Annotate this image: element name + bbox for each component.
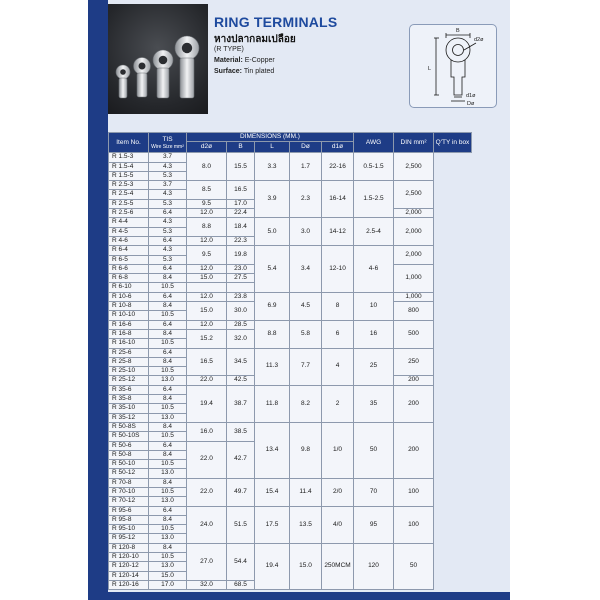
d2-cell: 8.4 xyxy=(149,422,187,431)
dd-cell: 3.3 xyxy=(255,153,290,181)
b-cell: 15.0 xyxy=(187,302,227,321)
awg-cell: 250MCM xyxy=(322,543,354,589)
d2-cell: 6.4 xyxy=(149,264,187,273)
thai-title: หางปลากลมเปลือย xyxy=(214,34,296,45)
d1-cell: 9.8 xyxy=(290,422,322,478)
qty-cell: 1,000 xyxy=(394,292,434,301)
qty-cell: 2,000 xyxy=(394,209,434,218)
col-tis xyxy=(149,133,187,153)
b-cell: 8.5 xyxy=(187,181,227,200)
col-tis-sub: Wire Size mm² xyxy=(151,143,184,150)
item-no-cell: R 50-10S xyxy=(109,432,149,441)
l-cell: 23.8 xyxy=(227,292,255,301)
d2-cell: 4.3 xyxy=(149,190,187,199)
l-cell: 42.7 xyxy=(227,441,255,478)
col-d2: d2ø xyxy=(187,142,227,153)
l-cell: 22.3 xyxy=(227,236,255,245)
item-no-cell: R 120-12 xyxy=(109,562,149,571)
b-cell: 8.8 xyxy=(187,218,227,237)
item-no-cell: R 50-8 xyxy=(109,450,149,459)
l-cell xyxy=(227,283,255,292)
awg-cell: 4/0 xyxy=(322,506,354,543)
l-cell: 68.5 xyxy=(227,580,255,589)
item-no-cell: R 120-8 xyxy=(109,543,149,552)
d1-cell: 2.3 xyxy=(290,181,322,218)
table-row xyxy=(109,218,472,227)
d2-cell: 6.4 xyxy=(149,506,187,515)
awg-cell: 2/0 xyxy=(322,478,354,506)
item-no-cell: R 50-8S xyxy=(109,422,149,431)
l-cell: 30.0 xyxy=(227,302,255,321)
b-cell: 16.5 xyxy=(187,348,227,376)
item-no-cell: R 25-12 xyxy=(109,376,149,385)
surface-label: Surface: xyxy=(214,68,243,75)
awg-cell: 8 xyxy=(322,292,354,320)
d2-cell: 10.5 xyxy=(149,404,187,413)
item-no-cell: R 95-6 xyxy=(109,506,149,515)
item-no-cell: R 2.5-4 xyxy=(109,190,149,199)
d2-cell: 8.4 xyxy=(149,450,187,459)
item-no-cell: R 6-6 xyxy=(109,264,149,273)
awg-cell: 4 xyxy=(322,348,354,385)
item-no-cell: R 35-10 xyxy=(109,404,149,413)
diagram-label-dd: Dø xyxy=(467,101,475,107)
qty-cell: 2,500 xyxy=(394,181,434,209)
d2-cell: 8.4 xyxy=(149,357,187,366)
item-no-cell: R 10-10 xyxy=(109,311,149,320)
din-cell: 1.5-2.5 xyxy=(354,181,394,218)
l-cell: 42.5 xyxy=(227,376,255,385)
d2-cell: 17.0 xyxy=(149,580,187,589)
d2-cell: 4.3 xyxy=(149,218,187,227)
surface-value: Tin plated xyxy=(243,68,275,75)
d2-cell: 13.0 xyxy=(149,534,187,543)
qty-cell: 2,000 xyxy=(394,246,434,265)
col-l: L xyxy=(255,142,290,153)
item-no-cell: R 25-10 xyxy=(109,367,149,376)
table-row xyxy=(109,181,472,190)
l-cell: 51.5 xyxy=(227,506,255,543)
l-cell: 54.4 xyxy=(227,543,255,580)
item-no-cell: R 35-8 xyxy=(109,395,149,404)
item-no-cell: R 50-10 xyxy=(109,460,149,469)
d2-cell: 10.5 xyxy=(149,487,187,496)
d2-cell: 8.4 xyxy=(149,478,187,487)
b-cell: 12.0 xyxy=(187,236,227,245)
d2-cell: 6.4 xyxy=(149,209,187,218)
material-value: E-Copper xyxy=(244,57,275,64)
dd-cell: 17.5 xyxy=(255,506,290,543)
awg-cell: 14-12 xyxy=(322,218,354,246)
col-d1: d1ø xyxy=(322,142,354,153)
d2-cell: 5.3 xyxy=(149,199,187,208)
awg-cell: 1/0 xyxy=(322,422,354,478)
qty-cell: 100 xyxy=(394,506,434,543)
item-no-cell: R 16-10 xyxy=(109,339,149,348)
d2-cell: 13.0 xyxy=(149,497,187,506)
b-cell: 12.0 xyxy=(187,320,227,329)
item-no-cell: R 120-14 xyxy=(109,571,149,580)
item-no-cell: R 2.5-5 xyxy=(109,199,149,208)
d1-cell: 7.7 xyxy=(290,348,322,385)
item-no-cell: R 1.5-4 xyxy=(109,162,149,171)
qty-cell: 50 xyxy=(394,543,434,589)
b-cell: 15.0 xyxy=(187,274,227,283)
d2-cell: 10.5 xyxy=(149,460,187,469)
col-b: B xyxy=(227,142,255,153)
qty-cell: 500 xyxy=(394,320,434,348)
d2-cell: 10.5 xyxy=(149,432,187,441)
d1-cell: 5.8 xyxy=(290,320,322,348)
diagram-label-d1: d1ø xyxy=(466,93,476,99)
d2-cell: 10.5 xyxy=(149,367,187,376)
d2-cell: 6.4 xyxy=(149,292,187,301)
din-cell: 50 xyxy=(354,422,394,478)
dd-cell: 6.9 xyxy=(255,292,290,320)
item-no-cell: R 2.5-3 xyxy=(109,181,149,190)
col-awg: AWG xyxy=(354,133,394,153)
d2-cell: 3.7 xyxy=(149,153,187,162)
l-cell: 16.5 xyxy=(227,181,255,200)
d2-cell: 6.4 xyxy=(149,441,187,450)
surface-line xyxy=(214,68,274,75)
qty-cell: 1,000 xyxy=(394,264,434,292)
qty-cell: 100 xyxy=(394,478,434,506)
d2-cell: 4.3 xyxy=(149,246,187,255)
awg-cell: 16-14 xyxy=(322,181,354,218)
col-din: DIN mm² xyxy=(394,133,434,153)
d2-cell: 13.0 xyxy=(149,376,187,385)
dd-cell: 5.0 xyxy=(255,218,290,246)
col-qty: Q'TY in box xyxy=(434,133,472,153)
l-cell: 49.7 xyxy=(227,478,255,506)
item-no-cell: R 6-10 xyxy=(109,283,149,292)
col-dimensions: DIMENSIONS (MM.) xyxy=(187,133,354,142)
item-no-cell: R 25-6 xyxy=(109,348,149,357)
d2-cell: 5.3 xyxy=(149,171,187,180)
b-cell: 22.0 xyxy=(187,376,227,385)
item-no-cell: R 2.5-6 xyxy=(109,209,149,218)
d1-cell: 3.4 xyxy=(290,246,322,292)
awg-cell: 6 xyxy=(322,320,354,348)
d2-cell: 8.4 xyxy=(149,515,187,524)
din-cell: 25 xyxy=(354,348,394,385)
item-no-cell: R 16-6 xyxy=(109,320,149,329)
d2-cell: 6.4 xyxy=(149,348,187,357)
d2-cell: 10.5 xyxy=(149,311,187,320)
product-photo xyxy=(108,4,208,114)
table-row xyxy=(109,385,472,394)
table-row xyxy=(109,348,472,357)
d2-cell: 8.4 xyxy=(149,274,187,283)
item-no-cell: R 95-8 xyxy=(109,515,149,524)
b-cell: 9.5 xyxy=(187,199,227,208)
l-cell: 28.5 xyxy=(227,320,255,329)
table-row xyxy=(109,292,472,301)
item-no-cell: R 95-10 xyxy=(109,525,149,534)
d2-cell: 8.4 xyxy=(149,302,187,311)
awg-cell: 12-10 xyxy=(322,246,354,292)
type-label: (R TYPE) xyxy=(214,46,244,53)
d2-cell: 6.4 xyxy=(149,385,187,394)
l-cell: 27.5 xyxy=(227,274,255,283)
item-no-cell: R 10-8 xyxy=(109,302,149,311)
material-label: Material: xyxy=(214,57,243,64)
page-footer-band xyxy=(88,592,510,600)
table-row xyxy=(109,320,472,329)
b-cell: 9.5 xyxy=(187,246,227,265)
table-row xyxy=(109,543,472,552)
item-no-cell: R 35-12 xyxy=(109,413,149,422)
item-no-cell: R 95-12 xyxy=(109,534,149,543)
item-no-cell: R 6-4 xyxy=(109,246,149,255)
l-cell: 17.0 xyxy=(227,199,255,208)
item-no-cell: R 50-12 xyxy=(109,469,149,478)
dd-cell: 13.4 xyxy=(255,422,290,478)
awg-cell: 2 xyxy=(322,385,354,422)
d2-cell: 13.0 xyxy=(149,413,187,422)
table-row xyxy=(109,422,472,431)
diagram-label-l: L xyxy=(428,66,432,72)
d2-cell: 10.5 xyxy=(149,283,187,292)
b-cell: 27.0 xyxy=(187,543,227,580)
d2-cell: 10.5 xyxy=(149,553,187,562)
din-cell: 16 xyxy=(354,320,394,348)
item-no-cell: R 120-16 xyxy=(109,580,149,589)
item-no-cell: R 1.5-5 xyxy=(109,171,149,180)
din-cell: 35 xyxy=(354,385,394,422)
material-line xyxy=(214,57,275,64)
d2-cell: 13.0 xyxy=(149,562,187,571)
b-cell: 8.0 xyxy=(187,153,227,181)
item-no-cell: R 10-6 xyxy=(109,292,149,301)
item-no-cell: R 25-8 xyxy=(109,357,149,366)
b-cell xyxy=(187,283,227,292)
din-cell: 4-6 xyxy=(354,246,394,292)
d1-cell: 13.5 xyxy=(290,506,322,543)
b-cell: 22.0 xyxy=(187,478,227,506)
dd-cell: 15.4 xyxy=(255,478,290,506)
din-cell: 120 xyxy=(354,543,394,589)
page-title: RING TERMINALS xyxy=(214,14,338,30)
item-no-cell: R 4-4 xyxy=(109,218,149,227)
d2-cell: 10.5 xyxy=(149,525,187,534)
qty-cell: 200 xyxy=(394,376,434,385)
d2-cell: 15.0 xyxy=(149,571,187,580)
table-row xyxy=(109,153,472,162)
d1-cell: 8.2 xyxy=(290,385,322,422)
col-dd: Dø xyxy=(290,142,322,153)
item-no-cell: R 1.5-3 xyxy=(109,153,149,162)
b-cell: 15.2 xyxy=(187,329,227,348)
d2-cell: 8.4 xyxy=(149,543,187,552)
qty-cell: 200 xyxy=(394,422,434,478)
dd-cell: 19.4 xyxy=(255,543,290,589)
d2-cell: 4.3 xyxy=(149,162,187,171)
qty-cell: 2,500 xyxy=(394,153,434,181)
table-row xyxy=(109,506,472,515)
b-cell: 12.0 xyxy=(187,209,227,218)
b-cell: 22.0 xyxy=(187,441,227,478)
l-cell: 19.8 xyxy=(227,246,255,265)
l-cell: 18.4 xyxy=(227,218,255,237)
d2-cell: 6.4 xyxy=(149,236,187,245)
b-cell: 32.0 xyxy=(187,580,227,589)
d1-cell: 3.0 xyxy=(290,218,322,246)
item-no-cell: R 70-8 xyxy=(109,478,149,487)
diagram-label-d2: d2ø xyxy=(474,37,484,43)
l-cell: 32.0 xyxy=(227,329,255,348)
item-no-cell: R 4-5 xyxy=(109,227,149,236)
d1-cell: 15.0 xyxy=(290,543,322,589)
l-cell: 22.4 xyxy=(227,209,255,218)
terminal-diagram xyxy=(409,24,497,108)
item-no-cell: R 6-5 xyxy=(109,255,149,264)
d2-cell: 13.0 xyxy=(149,469,187,478)
col-item-no: Item No. xyxy=(109,133,149,153)
item-no-cell: R 50-6 xyxy=(109,441,149,450)
b-cell: 24.0 xyxy=(187,506,227,543)
dd-cell: 5.4 xyxy=(255,246,290,292)
diagram-label-b: B xyxy=(456,28,460,34)
din-cell: 2.5-4 xyxy=(354,218,394,246)
awg-cell: 22-16 xyxy=(322,153,354,181)
table-row xyxy=(109,246,472,255)
d2-cell: 10.5 xyxy=(149,339,187,348)
spec-table xyxy=(108,132,472,590)
l-cell: 23.0 xyxy=(227,264,255,273)
l-cell: 34.5 xyxy=(227,348,255,376)
qty-cell: 250 xyxy=(394,348,434,376)
item-no-cell: R 70-12 xyxy=(109,497,149,506)
table-row xyxy=(109,478,472,487)
d2-cell: 6.4 xyxy=(149,320,187,329)
d2-cell: 8.4 xyxy=(149,329,187,338)
item-no-cell: R 70-10 xyxy=(109,487,149,496)
item-no-cell: R 4-6 xyxy=(109,236,149,245)
dd-cell: 8.8 xyxy=(255,320,290,348)
d1-cell: 4.5 xyxy=(290,292,322,320)
b-cell: 12.0 xyxy=(187,292,227,301)
dd-cell: 11.3 xyxy=(255,348,290,385)
l-cell: 38.7 xyxy=(227,385,255,422)
l-cell: 15.5 xyxy=(227,153,255,181)
qty-cell: 800 xyxy=(394,302,434,321)
d2-cell: 3.7 xyxy=(149,181,187,190)
item-no-cell: R 120-10 xyxy=(109,553,149,562)
item-no-cell: R 6-8 xyxy=(109,274,149,283)
spec-table-body xyxy=(109,153,472,590)
din-cell: 95 xyxy=(354,506,394,543)
dd-cell: 11.8 xyxy=(255,385,290,422)
item-no-cell: R 16-8 xyxy=(109,329,149,338)
d2-cell: 5.3 xyxy=(149,255,187,264)
b-cell: 12.0 xyxy=(187,264,227,273)
din-cell: 10 xyxy=(354,292,394,320)
d2-cell: 5.3 xyxy=(149,227,187,236)
page-spine xyxy=(88,0,108,600)
d1-cell: 11.4 xyxy=(290,478,322,506)
l-cell: 38.5 xyxy=(227,422,255,441)
col-tis-label: TIS xyxy=(162,135,173,143)
dd-cell: 3.9 xyxy=(255,181,290,218)
qty-cell: 200 xyxy=(394,385,434,422)
d1-cell: 1.7 xyxy=(290,153,322,181)
qty-cell: 2,000 xyxy=(394,218,434,246)
b-cell: 16.0 xyxy=(187,422,227,441)
din-cell: 0.5-1.5 xyxy=(354,153,394,181)
d2-cell: 8.4 xyxy=(149,395,187,404)
b-cell: 19.4 xyxy=(187,385,227,422)
item-no-cell: R 35-6 xyxy=(109,385,149,394)
din-cell: 70 xyxy=(354,478,394,506)
